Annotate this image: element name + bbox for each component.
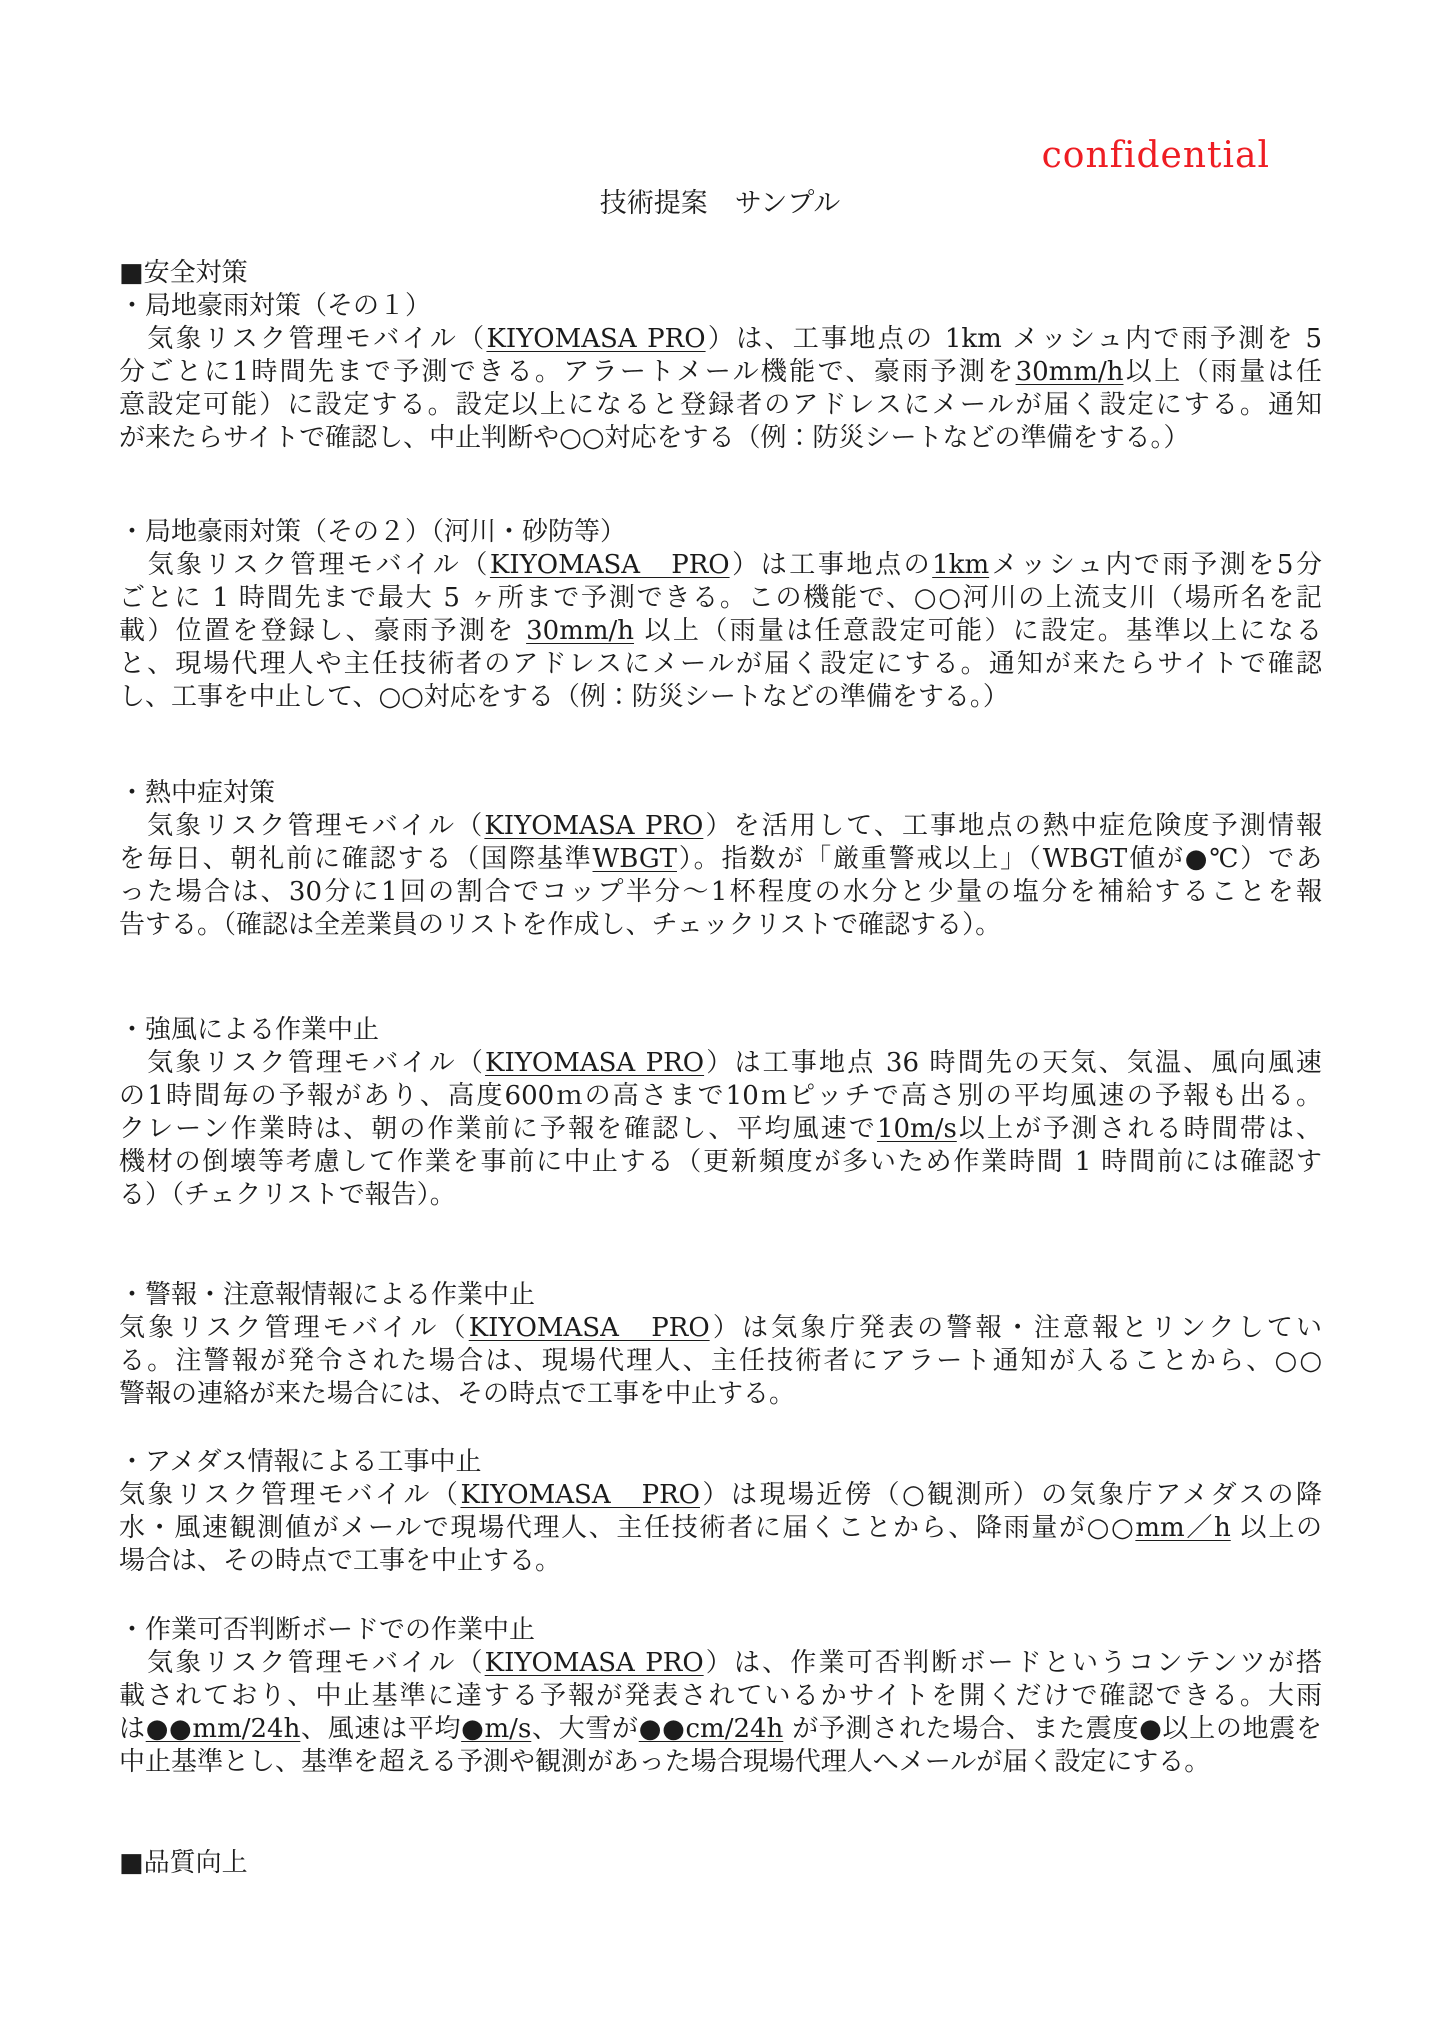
item-warning-advisory — [119, 1279, 1322, 1411]
section-heading-safety — [119, 257, 1322, 290]
page-title: 技術提案 サンプル — [599, 188, 841, 219]
body-line: った場合は、30分に1回の割合でコップ半分～1杯程度の水分と少量の塩分を補給することを報 — [119, 877, 1322, 907]
item-local-heavy-rain-1 — [119, 290, 1322, 455]
body-line: 気象リスク管理モバイル（KIYOMASA PRO）は、工事地点の 1km メッシュ内で雨予測を 5 — [119, 324, 1323, 354]
body-line: 機材の倒壊等考慮して作業を事前に中止する（更新頻度が多いため作業時間 1 時間前には確認す — [119, 1147, 1322, 1177]
body-line: は●●mm/24h、風速は平均●m/s、大雪が●●cm/24h が予測された場合、また震度●以上の地震を — [119, 1714, 1322, 1744]
body-line: 載）位置を登録し、豪雨予測を 30mm/h 以上（雨量は任意設定可能）に設定。基準以上になる — [119, 616, 1323, 646]
body-line: 気象リスク管理モバイル（KIYOMASA PRO）は気象庁発表の警報・注意報とリンクしてい — [119, 1313, 1323, 1343]
item-work-decision-board — [119, 1614, 1322, 1779]
item-strong-wind — [119, 1014, 1322, 1212]
body-line: 告する。（確認は全差業員のリストを作成し、チェックリストで確認する）。 — [119, 910, 1002, 940]
body-line: 気象リスク管理モバイル（KIYOMASA PRO）は、作業可否判断ボードというコンテンツが搭 — [119, 1648, 1323, 1678]
body-line: クレーン作業時は、朝の作業前に予報を確認し、平均風速で10m/s以上が予測される時間帯は、 — [119, 1114, 1322, 1144]
body-line: 気象リスク管理モバイル（KIYOMASA PRO）は工事地点 36 時間先の天気、気温、風向風速 — [119, 1048, 1323, 1078]
body-line: と、現場代理人や主任技術者のアドレスにメールが届く設定にする。通知が来たらサイトで確認 — [119, 649, 1322, 679]
item-heading: ・アメダス情報による工事中止 — [119, 1447, 482, 1477]
item-heading: ・警報・注意報情報による作業中止 — [119, 1280, 536, 1310]
item-heading: ・作業可否判断ボードでの作業中止 — [119, 1615, 536, 1645]
body-line: る）（チェクリストで報告）。 — [119, 1180, 456, 1210]
body-line: し、工事を中止して、○○対応をする（例：防災シートなどの準備をする。） — [119, 682, 1009, 712]
item-heading: ・局地豪雨対策（その１） — [119, 291, 432, 321]
item-amedas — [119, 1446, 1322, 1578]
confidential-watermark: confidential — [1041, 135, 1270, 176]
body-line: 載されており、中止基準に達する予報が発表されているかサイトを開くだけで確認できる。大雨 — [119, 1681, 1322, 1711]
body-line: 分ごとに1時間先まで予測できる。アラートメール機能で、豪雨予測を30mm/h以上（雨量は任 — [119, 357, 1322, 387]
document-body — [119, 0, 1322, 2036]
item-heading: ・強風による作業中止 — [119, 1015, 380, 1045]
body-line: を毎日、朝礼前に確認する（国際基準WBGT）。指数が「厳重警戒以上」（WBGT値が●℃）であ — [119, 844, 1322, 874]
item-heading: ・熱中症対策 — [119, 778, 276, 808]
item-local-heavy-rain-2 — [119, 516, 1322, 714]
body-line: の1時間毎の予報があり、高度600ｍの高さまで10ｍピッチで高さ別の平均風速の予報も出る。 — [119, 1081, 1322, 1111]
section-heading-text: ■安全対策 — [119, 258, 248, 288]
body-line: 意設定可能）に設定する。設定以上になると登録者のアドレスにメールが届く設定にする。通知 — [119, 390, 1322, 420]
item-heatstroke — [119, 777, 1322, 942]
item-heading: ・局地豪雨対策（その２）（河川・砂防等） — [119, 517, 627, 547]
body-line: 気象リスク管理モバイル（KIYOMASA PRO）を活用して、工事地点の熱中症危険度予測情報 — [119, 811, 1323, 841]
body-line: 中止基準とし、基準を超える予測や観測があった場合現場代理人へメールが届く設定にする。 — [119, 1747, 1211, 1777]
section-heading-quality — [119, 1847, 1322, 1880]
body-line: が来たらサイトで確認し、中止判断や○○対応をする（例：防災シートなどの準備をする。） — [119, 423, 1190, 453]
body-line: 水・風速観測値がメールで現場代理人、主任技術者に届くことから、降雨量が○○mm／h 以上の — [119, 1513, 1323, 1543]
body-line: 場合は、その時点で工事を中止する。 — [119, 1546, 562, 1576]
section-heading-text: ■品質向上 — [119, 1848, 248, 1878]
body-line: る。注警報が発令された場合は、現場代理人、主任技術者にアラート通知が入ることから、○○ — [119, 1346, 1322, 1376]
body-line: 気象リスク管理モバイル（KIYOMASA PRO）は工事地点の1kmメッシュ内で雨予測を5分 — [119, 550, 1322, 580]
body-line: 警報の連絡が来た場合には、その時点で工事を中止する。 — [119, 1379, 796, 1409]
body-line: ごとに 1 時間先まで最大 5 ヶ所まで予測できる。この機能で、○○河川の上流支川（場所名を記 — [119, 583, 1322, 613]
body-line: 気象リスク管理モバイル（KIYOMASA PRO）は現場近傍（○観測所）の気象庁アメダスの降 — [119, 1480, 1323, 1510]
